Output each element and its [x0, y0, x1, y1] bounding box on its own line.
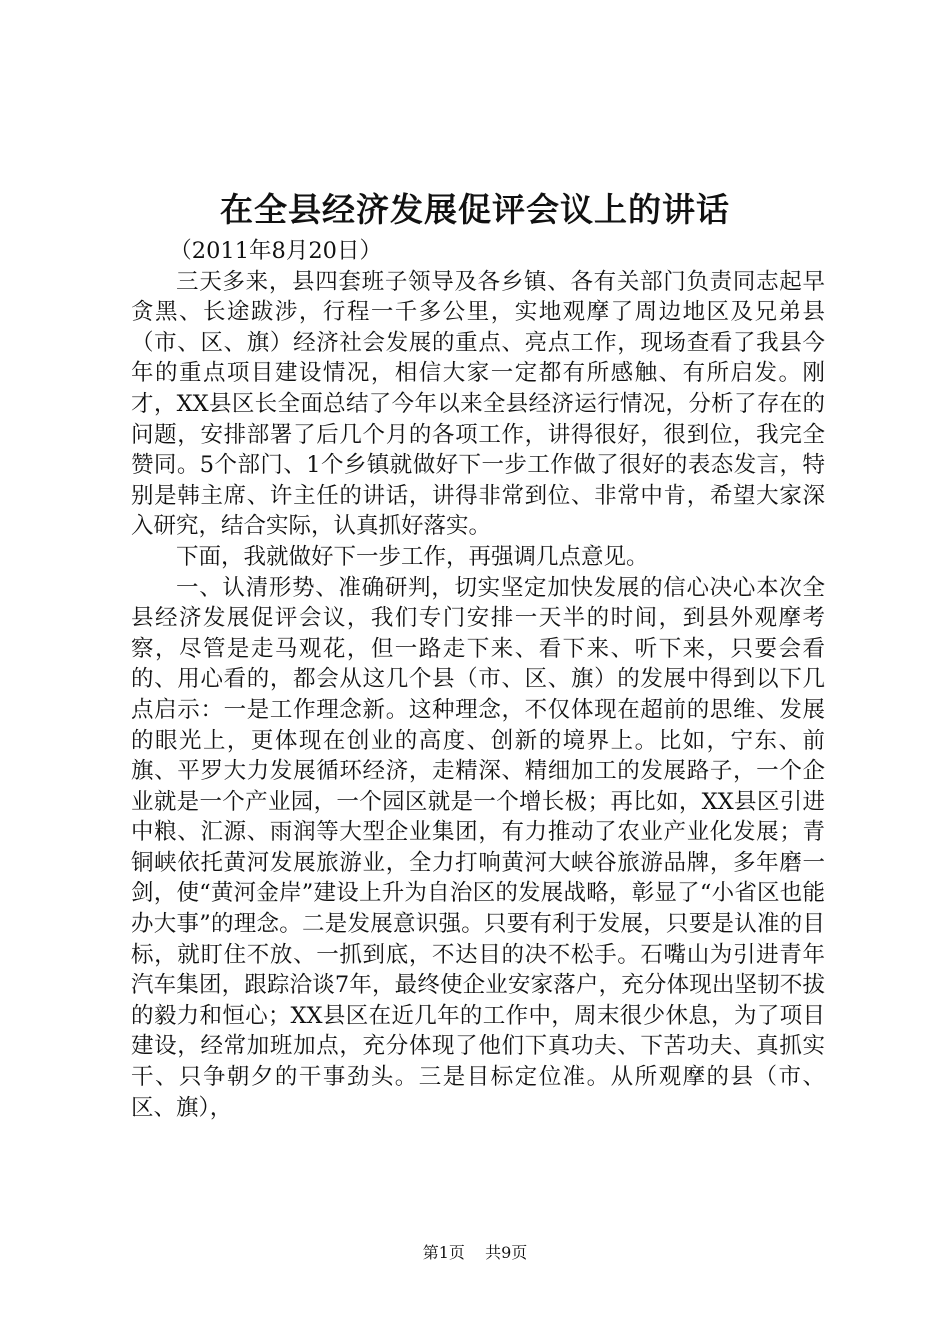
document-title: 在全县经济发展促评会议上的讲话 — [220, 190, 730, 229]
page-number-total: 共9页 — [485, 1243, 528, 1262]
document-body — [131, 236, 825, 1123]
paragraph-2: 下面，我就做好下一步工作，再强调几点意见。 — [176, 543, 649, 570]
page-number-current: 第1页 — [422, 1243, 465, 1262]
page-footer — [0, 1242, 950, 1264]
paragraph-3: 一、认清形势、准确研判，切实坚定加快发展的信心决心本次全县经济发展促评会议，我们专门安排一天半的时间，到县外观摩考察，尽管是走马观花，但一路走下来、看下来、听下来，只要会看的、用心看的，都会从这几个县（市、区、旗）的发展中得到以下几点启示：一是工作理念新。这种理念，不仅体现在超前的思维、发展的眼光上，更体现在创业的高度、创新的境界上。比如，宁东、前旗、平罗大力发展循环经济，走精深、精细加工的发展路子，一个企业就是一个产业园，一个园区就是一个增长极；再比如，XX县区引进中粮、汇源、雨润等大型企业集团，有力推动了农业产业化发展；青铜峡依托黄河发展旅游业，全力打响黄河大峡谷旅游品牌，多年磨一剑，使“黄河金岸”建设上升为自治区的发展战略，彰显了“小省区也能办大事”的理念。二是发展意识强。只要有利于发展，只要是认准的目标，就盯住不放、一抓到底，不达目的决不松手。石嘴山为引进青年汽车集团，跟踪洽谈7年，最终使企业安家落户，充分体现出坚韧不拔的毅力和恒心；XX县区在近几年的工作中，周末很少休息，为了项目建设，经常加班加点，充分体现了他们下真功夫、下苦功夫、真抓实干、只争朝夕的干事劲头。三是目标定位准。从所观摩的县（市、区、旗）， — [131, 574, 825, 1121]
paragraph-1: 三天多来，县四套班子领导及各乡镇、各有关部门负责同志起早贪黑、长途跋涉，行程一千多公里，实地观摩了周边地区及兄弟县（市、区、旗）经济社会发展的重点、亮点工作，现场查看了我县今年的重点项目建设情况，相信大家一定都有所感触、有所启发。刚才，XX县区长全面总结了今年以来全县经济运行情况，分析了存在的问题，安排部署了后几个月的各项工作，讲得很好，很到位，我完全赞同。5个部门、1个乡镇就做好下一步工作做了很好的表态发言，特别是韩主席、许主任的讲话，讲得非常到位、非常中肯，希望大家深入研究，结合实际，认真抓好落实。 — [131, 268, 825, 540]
document-date: （2011年8月20日） — [169, 238, 382, 264]
